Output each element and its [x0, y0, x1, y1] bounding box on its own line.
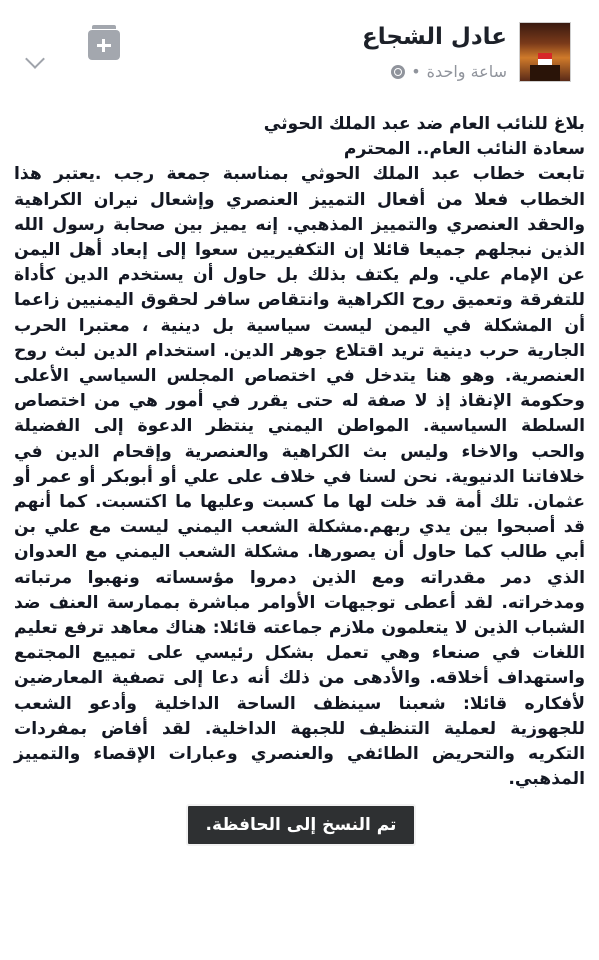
author-name[interactable]: عادل الشجاع [362, 24, 507, 50]
post-title: بلاغ للنائب العام ضد عبد الملك الحوثي [263, 114, 585, 134]
post-meta [391, 62, 507, 81]
post-body [14, 112, 585, 792]
globe-icon[interactable] [391, 65, 405, 79]
chevron-down-icon[interactable] [25, 49, 45, 69]
stack-shape [92, 25, 116, 29]
post-header [0, 0, 599, 100]
post-salutation: سعادة النائب العام.. المحترم [343, 139, 585, 160]
photo-add-icon[interactable] [88, 30, 120, 60]
meta-separator: • [411, 62, 421, 81]
podium-shape [530, 65, 560, 81]
clipboard-toast: تم النسخ إلى الحافظة. [186, 804, 416, 846]
author-avatar[interactable] [519, 22, 571, 82]
post-text: تابعت خطاب عبد الملك الحوثي بمناسبة جمعة رجب .يعتبر هذا الخطاب فعلا من أفعال التمييز العنصري وإشعال نيران الكراهية والحقد العنصري والتمييز المذهبي. إنه يميز بين صحابة رسول الله الذين نبجلهم جميعا قائلا إن التكفيريين سعوا إلى إبعاد أهل اليمن عن الإمام علي. ولم يكتف بذلك بل حاول أن يستخدم الدين كأداة للتفرقة وتعميق روح الكراهية وانتقاص سافر لحقوق اليمنيين زاعما أن المشكلة في اليمن ليست سياسية بل دينية ، معتبرا الحرب الجارية حرب دينية تريد اقتلاع جوهر الدين. استخدام الدين لبث روح العنصرية. وهو هنا يتدخل في اختصاص المجلس السياسي الأعلى وحكومة الإنقاذ إذ لا صفة له حتى يقرر في أمور هي من اختصاص السلطة السياسية. المواطن اليمني ينتظر الدعوة إلى الفضيلة والحب والاخاء وليس بث الكراهية والعنصرية وإقحام الدين في خلافاتنا الدنيوية. نحن لسنا في خلاف على علي أو أبوبكر أو عمر أو عثمان. تلك أمة قد خلت لها ما كسبت وعليها ما اكتسبت. كما أنهم قد أصبحوا بين يدي ربهم.مشكلة الشعب اليمني ليست مع علي بن أبي طالب كما حاول أن يصورها. مشكلة الشعب اليمني مع العدوان الذي دمر مقدراته ومع الذين دمروا مؤسساته ونهبوا مرتباته ومدخراته. لقد أعطى توجيهات الأوامر مباشرة بممارسة العنف ضد الشباب الذين لا يتعلمون ملازم جماعته قائلا: هناك معاهد ترفع تعليم اللغات في صنعاء وهي تعمل بشكل رئيسي على تمييع المجتمع واستهداف أخلاقه. والأدهى من ذلك أنه دعا إلى تصفية المعارضين لأفكاره قائلا: شعبنا سينظف الساحة الداخلية وأدعو الشعب للجهوزية لعملية التنظيف للجبهة الداخلية. لقد أفاض بمفردات التكريه والتحريض الطائفي والعنصري وعبارات الإقصاء والتمييز المذهبي. [14, 164, 585, 790]
timestamp[interactable]: ساعة واحدة [426, 62, 507, 81]
